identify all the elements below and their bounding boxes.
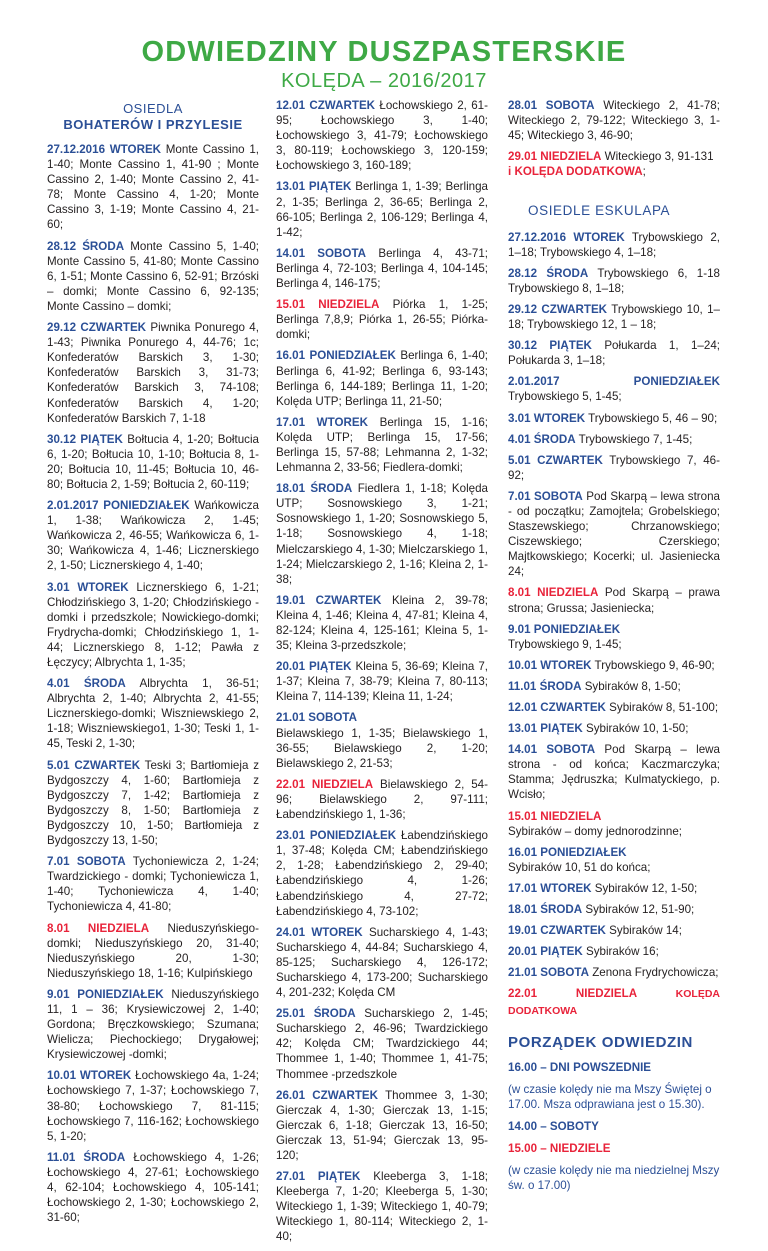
schedule-list-bohaterow [47,142,259,1225]
entry-date: 9.01 PONIEDZIAŁEK [508,622,621,636]
entry-streets: Łochowskiego 4, 1-26; Łochowskiego 4, 27-61; Łochowskiego 4, 62-104; Łochowskiego 4, 105-141; Łochowskiego 2, 1-30; Łochowskiego 2, 31-60; [47,1150,260,1225]
entry-streets: Sybiraków 8, 1-50; [581,679,681,693]
entry-date: 4.01 ŚRODA [508,432,576,446]
entry-date: 28.12 ŚRODA [508,266,589,280]
entry-streets: Berlinga 1, 1-39; Berlinga 2, 1-35; Berlinga 2, 36-65; Berlinga 2, 66-105; Berlinga 2, 106-129; Berlinga 4, 1-42; [276,180,488,239]
schedule-entry [508,965,720,980]
entry-streets: Sucharskiego 4, 1-43; Sucharskiego 4, 44-84; Sucharskiego 4, 85-125; Sucharskiego 4, 126-172; Sucharskiego 4, 173-200; Sucharskiego 4, 201-232; Kolęda CM [276,925,488,1000]
entry-streets: Bielawskiego 2, 54-96; Bielawskiego 2, 97-111; Łabendzińskiego 1, 1-36; [276,777,488,822]
entry-date: 27.12.2016 WTOREK [47,143,162,156]
entry-streets: Albrychta 1, 36-51; Albrychta 2, 1-40; Albrychta 2, 41-55; Licznerskiego-domki; Wiszniewskiego 2, 1-18; Wiszniewskiego1, 1-30; Teski 1, 1-45, Teski 2, 1-30; [47,677,259,751]
entry-streets: Połukarda 1, 1–24; Połukarda 3, 1–18; [508,339,720,368]
section-heading-line1: OSIEDLA [123,101,183,116]
entry-streets: Trybowskiego 5, 1-45; [508,390,622,404]
entry-streets: Nieduszyńskiego 11, 1 – 36; Krysiewiczowej 2, 1-40; Gordona; Bręczkowskiego; Szumana; Wielicza; Piechockiego; Drygałowej; Krysiewiczowej -domki; [47,987,259,1062]
schedule-entry [276,777,488,822]
schedule-entry [47,676,259,751]
entry-date: 21.01 SOBOTA [508,966,589,980]
entry-streets: Wańkowicza 1, 1-38; Wańkowicza 2, 1-45; Wańkowicza 2, 46-55; Wańkowicza 6, 1-30; Wańkowicza 4, 1-46; Licznerskiego 2, 1-50; Licznerskiego 4, 1-40; [47,499,259,573]
schedule-entry [508,453,720,483]
entry-streets: Pod Skarpą – lewa strona - od początku; Zamojtela; Grobelskiego; Staszewskiego; Chrzanowskiego; Ciszewskiego; Czerskiego; Majtkowskiego; Kocerki; ul. Jasieniecka 24; [508,489,721,579]
schedule-entry [276,925,488,1000]
entry-streets: Sybiraków 16; [582,945,659,959]
schedule-entry [508,338,720,368]
schedule-entry [47,320,259,426]
schedule-entry [508,374,720,404]
entry-date: 8.01 NIEDZIELA [47,921,150,935]
entry-streets: Sybiraków 12, 51-90; [582,903,695,917]
entry-streets: Berlinga 15, 1-16; Kolęda UTP; Berlinga 15, 17-56; Berlinga 15, 57-88; Lehmanna 2, 1-32; Lehmanna 2, 33-56; Fiedlera-domki; [276,415,489,475]
column-3 [508,98,720,1200]
entry-streets: Bielawskiego 1, 1-35; Bielawskiego 1, 36-55; Bielawskiego 2, 1-20; Bielawskiego 2, 21-53; [276,726,488,770]
entry-streets: Sucharskiego 2, 1-45; Sucharskiego 2, 46-96; Twardzickiego 42; Kolęda CM; Twardzickiego 44; Thommee 1, 1-40; Thommee 1, 41-75; Thommee -przedszkole [276,1007,488,1081]
entry-date: 23.01 PONIEDZIAŁEK [276,829,397,843]
column-1 [47,98,259,1231]
entry-date: 16.01 PONIEDZIAŁEK [276,349,396,363]
entry-streets: Łochowskiego 4a, 1-24; Łochowskiego 7, 1-37; Łochowskiego 7, 38-80; Łochowskiego 7, 81-115; Łochowskiego 7, 116-162; Łochowskiego 5, 1-20; [47,1069,260,1143]
entry-date: 22.01 NIEDZIELA [508,987,638,1001]
schedule-entry [276,1006,488,1081]
order-time-label: 16.00 – DNI POWSZEDNIE [508,1060,652,1074]
order-note: (w czasie kolędy nie ma niedzielnej Mszy św. o 17.00) [508,1164,720,1193]
entry-date: 3.01 WTOREK [47,580,129,594]
entry-date: 12.01 CZWARTEK [276,99,376,112]
entry-streets: Sybiraków 14; [605,924,682,938]
entry-date: 5.01 CZWARTEK [47,758,141,772]
section-heading-eskulapa: OSIEDLE ESKULAPA [528,203,671,219]
schedule-entry [508,679,720,694]
entry-date: 14.01 SOBOTA [276,246,367,260]
entry-date: 5.01 CZWARTEK [508,453,603,467]
entry-streets: Fiedlera 1, 1-18; Kolęda UTP; Sosnowskiego 3, 1-21; Sosnowskiego 1, 1-20; Sosnowskiego 5, 1-18; Sosnowskiego 4, 1-18; Mielczarskiego 4, 1-30; Mielczarskiego 1, 1-24; Mielczarskiego 2, 1-16; Kleina 2, 1-38; [276,482,488,586]
schedule-entry [276,659,488,704]
order-note: (w czasie kolędy nie ma Mszy Świętej o 17.00. Msza odprawiana jest o 15.30). [508,1082,712,1111]
entry-date: 12.01 CZWARTEK [508,701,606,714]
entry-streets: Trybowskiego 10, 1–18; Trybowskiego 12, 1 – 18; [508,302,720,332]
entry-streets: Nieduszyńskiego- domki; Nieduszyńskiego 20, 31-40; Nieduszyńskiego 20, 1-30; Nieduszyńskiego 18, 1-16; Kulpińskiego [47,921,259,980]
schedule-entry [276,1169,488,1244]
entry-streets: Sybiraków 10, 1-50; [582,722,689,736]
entry-date: 11.01 ŚRODA [47,1150,126,1164]
schedule-entry [508,622,720,652]
entry-date: 27.01 PIĄTEK [276,1170,361,1184]
entry-date: 15.01 NIEDZIELA [508,809,602,823]
schedule-entry [508,411,720,426]
entry-date: 28.12 ŚRODA [47,239,125,253]
schedule-entry [508,302,720,332]
entry-streets: Pod Skarpą – lewa strona - od końca; Kaczmarczyka; Stamma; Jędruszka; Kulmatyckiego, p. Wcisło; [508,743,720,802]
entry-streets: KOLĘDA DODATKOWA [508,988,720,1017]
schedule-list-eskulapa [508,230,720,1019]
entry-date: 30.12 PIĄTEK [47,432,123,446]
schedule-entry [276,593,488,653]
entry-streets: Thommee 3, 1-30; Gierczak 4, 1-30; Gierczak 13, 1-15; Gierczak 6, 1-18; Gierczak 13, 16-50; Gierczak 13, 51-94; Gierczak 13, 95-120; [276,1088,488,1162]
order-time-label: 14.00 – SOBOTY [508,1119,599,1133]
entry-date: 18.01 ŚRODA [276,482,353,496]
page-title: ODWIEDZINY DUSZPASTERSKIE [141,36,627,68]
schedule-entry [508,98,720,143]
entry-date: 10.01 WTOREK [47,1069,132,1083]
entry-streets: Trybowskiego 2, 1–18; Trybowskiego 4, 1–18; [508,230,721,259]
schedule-entry [276,1088,488,1163]
entry-streets: Trybowskiego 5, 46 – 90; [585,411,718,425]
entry-date: 22.01 NIEDZIELA [276,777,374,791]
entry-date: 29.01 NIEDZIELA [508,150,602,164]
entry-streets: Witeckiego 2, 41-78; Witeckiego 2, 79-122; Witeckiego 3, 1-45; Witeckiego 3, 46-90; [508,99,720,143]
entry-streets: Kleeberga 3, 1-18; Kleeberga 7, 1-20; Kleeberga 5, 1-30; Witeckiego 1, 1-39; Witeckiego 1, 40-79; Witeckiego 1, 80-114; Witeckiego 2, 1-40; [276,1170,488,1244]
schedule-entry [47,432,259,492]
schedule-entry [276,481,488,587]
entry-date: 21.01 SOBOTA [276,711,357,725]
column-2 [276,98,488,1251]
entry-date: 17.01 WTOREK [276,415,368,429]
entry-date: 16.01 PONIEDZIAŁEK [508,845,627,859]
entry-date: 4.01 ŚRODA [47,677,126,691]
visit-order-list [508,1060,720,1194]
schedule-entry [47,1068,259,1143]
entry-date: 11.01 ŚRODA [508,679,582,693]
entry-streets: Witeckiego 3, 91-131 [601,150,714,164]
entry-date: 7.01 SOBOTA [47,855,126,869]
schedule-entry [47,142,259,233]
entry-streets: Piwnika Ponurego 4, 1-43; Piwnika Ponurego 4, 44-76; 1c; Konfederatów Barskich 3, 1-30; Konfederatów Barskich 3, 31-73; Konfederatów Barskich 3, 74-108; Konfederatów Barskich 4, 1-20; Konfederatów Barskich 7, 1-18 [47,321,259,425]
entry-date: 28.01 SOBOTA [508,99,595,112]
entry-date: 7.01 SOBOTA [508,489,583,503]
entry-date: 19.01 CZWARTEK [276,593,382,607]
entry-streets: Łochowskiego 2, 61-95; Łochowskiego 3, 1-40; Łochowskiego 3, 41-79; Łochowskiego 3, 80-119; Łochowskiego 3, 120-159; Łochowskiego 3, 160-189; [276,99,488,173]
schedule-entry [508,944,720,959]
schedule-entry [508,742,720,802]
entry-streets: Monte Cassino 1, 1-40; Monte Cassino 1, 41-90 ; Monte Cassino 2, 1-40; Monte Cassino 2, 41-78; Monte Cassino 4, 1-20; Monte Cassino 3, 1-19; Monte Cassino 4, 21-60; [47,143,259,232]
schedule-list-bohaterow-end [508,98,720,179]
entry-streets: Sybiraków 8, 51-100; [605,701,719,714]
entry-date: 13.01 PIĄTEK [508,722,583,736]
entry-date: 13.01 PIĄTEK [276,180,352,194]
entry-date: 9.01 PONIEDZIAŁEK [47,987,164,1001]
entry-date: 29.12 CZWARTEK [47,321,147,335]
entry-date: 8.01 NIEDZIELA [508,586,599,600]
schedule-entry [508,986,720,1018]
schedule-entry [276,246,488,291]
schedule-entry [508,266,720,296]
entry-streets: Łabendzińskiego 1, 37-48; Kolęda CM; Łabendzińskiego 2, 1-28; Łabendzińskiego 2, 29-40; Łabendzińskiego 4, 1-26; Łabendzińskiego 4, 27-72; Łabendzińskiego 4, 73-102; [276,829,488,918]
schedule-entry [276,179,488,239]
entry-date: 30.12 PIĄTEK [508,339,592,353]
entry-streets: Sybiraków 10, 51 do końca; [508,860,651,874]
entry-streets: Monte Cassino 5, 1-40; Monte Cassino 5, 41-80; Monte Cassino 6, 1-51; Monte Cassino 6, 52-91; Brzóski – domki; Monte Cassino 6, 92-135; Monte Cassino – domki; [47,239,259,313]
entry-streets: Trybowskiego 7, 1-45; [575,432,693,446]
schedule-entry [47,498,259,573]
entry-date: 19.01 CZWARTEK [508,924,606,938]
entry-streets: Zenona Frydrychowicza; [588,966,719,980]
entry-date: 24.01 WTOREK [276,925,363,939]
entry-date: 18.01 ŚRODA [508,903,583,917]
section-heading-order: PORZĄDEK ODWIEDZIN [508,1033,693,1051]
schedule-entry [276,348,488,408]
schedule-entry [508,809,720,839]
schedule-entry [508,230,720,260]
entry-streets: Berlinga 4, 43-71; Berlinga 4, 72-103; Berlinga 4, 104-145; Berlinga 4, 146-175; [276,246,488,291]
entry-date: 15.01 NIEDZIELA [276,298,380,312]
entry-date: 10.01 WTOREK [508,658,592,672]
entry-date: 17.01 WTOREK [508,881,592,895]
schedule-entry [508,700,720,715]
entry-date: 14.01 SOBOTA [508,743,596,757]
entry-streets: Trybowskiego 9, 46-90; [591,658,715,672]
schedule-entry [508,149,720,179]
entry-streets: Piórka 1, 1-25; Berlinga 7,8,9; Piórka 1, 26-55; Piórka-domki; [276,298,488,342]
entry-extra: i KOLĘDA DODATKOWA [508,165,643,179]
section-heading-bohaterow [47,101,259,133]
schedule-entry [508,923,720,938]
entry-streets: Licznerskiego 6, 1-21; Chłodzińskiego 3, 1-20; Chłodzińskiego -domki i przedszkole; Nowickiego-domki; Frydrycha-domki; Chłodzińskiego 1, 1-44; Licznerskiego 8, 1-12; Pawła z Łęczycy; Albrychta 1, 1-35; [47,580,259,669]
schedule-entry [508,658,720,673]
section-heading-line2: BOHATERÓW I PRZYLESIE [63,117,243,132]
entry-streets: Sybiraków 12, 1-50; [591,881,698,895]
entry-streets: Teski 3; Bartłomieja z Bydgoszczy 4, 1-60; Bartłomieja z Bydgoszczy 7, 1-42; Bartłomieja z Bydgoszczy 8, 1-50; Bartłomieja z Bydgoszczy 10, 1-50; Bartłomieja z Bydgoszczy 13, 1-50; [47,758,259,848]
entry-streets: Pod Skarpą – prawa strona; Grussa; Jasieniecka; [508,586,720,615]
order-time-label: 15.00 – NIEDZIELE [508,1142,611,1156]
entry-streets: Berlinga 6, 1-40; Berlinga 6, 41-92; Berlinga 6, 93-143; Berlinga 6, 144-189; Berlinga 11, 1-20; Kolęda UTP; Berlinga 11, 21-50; [276,349,488,408]
entry-streets: Tychoniewicza 2, 1-24; Twardzickiego - domki; Tychoniewicza 1, 1-40; Tychoniewicza 4, 1-40; Tychoniewicza 4, 41-80; [47,855,259,914]
schedule-entry [508,489,720,580]
entry-streets: Trybowskiego 6, 1-18 Trybowskiego 8, 1–18; [508,266,721,295]
schedule-entry [276,415,488,475]
schedule-entry [276,828,488,919]
schedule-entry [508,845,720,875]
entry-streets: Trybowskiego 9, 1-45; [508,637,622,651]
entry-date: 3.01 WTOREK [508,411,586,425]
schedule-entry [47,580,259,671]
page-subtitle: KOLĘDA – 2016/2017 [281,70,487,92]
schedule-entry [47,758,259,849]
entry-extra-end: ; [642,165,646,179]
entry-date: 29.12 CZWARTEK [508,302,608,316]
entry-streets: Trybowskiego 7, 46-92; [508,453,720,482]
entry-streets: Sybiraków – domy jednorodzinne; [508,824,683,838]
schedule-list-bohaterow-continued [276,98,488,1245]
schedule-entry [508,902,720,917]
schedule-entry [508,721,720,736]
entry-streets: Bołtucia 4, 1-20; Bołtucia 6, 1-20; Bołtucia 10, 1-10; Bołtucia 8, 1-20; Bołtucia 10, 11-45; Bołtucia 10, 46-80; Bołtucia 2, 1-59; Bołtucia 2, 60-119; [47,432,259,491]
entry-date: 25.01 ŚRODA [276,1007,356,1021]
entry-date: 26.01 CZWARTEK [276,1088,379,1102]
entry-date: 2.01.2017 PONIEDZIAŁEK [47,499,190,513]
schedule-entry [47,1150,259,1225]
entry-date: 20.01 PIĄTEK [508,945,583,959]
schedule-entry [47,854,259,914]
entry-streets: Kleina 5, 36-69; Kleina 7, 1-37; Kleina 7, 38-79; Kleina 7, 80-113; Kleina 7, 114-139; Kleina 11, 1-24; [276,660,488,704]
entry-date: 27.12.2016 WTOREK [508,230,625,244]
schedule-entry [47,987,259,1062]
schedule-entry [47,239,259,314]
schedule-entry [276,297,488,342]
schedule-entry [47,921,259,981]
schedule-entry [276,710,488,770]
entry-date: 20.01 PIĄTEK [276,660,352,674]
schedule-entry [508,881,720,896]
entry-streets: Kleina 2, 39-78; Kleina 4, 1-46; Kleina 4, 47-81; Kleina 4, 82-124; Kleina 4, 125-161; Kleina 5, 1-35; Kleina 3-przedszkole; [276,593,488,653]
schedule-entry [508,432,720,447]
schedule-entry [508,585,720,615]
entry-date: 2.01.2017 PONIEDZIAŁEK [508,375,720,389]
schedule-entry [276,98,488,173]
